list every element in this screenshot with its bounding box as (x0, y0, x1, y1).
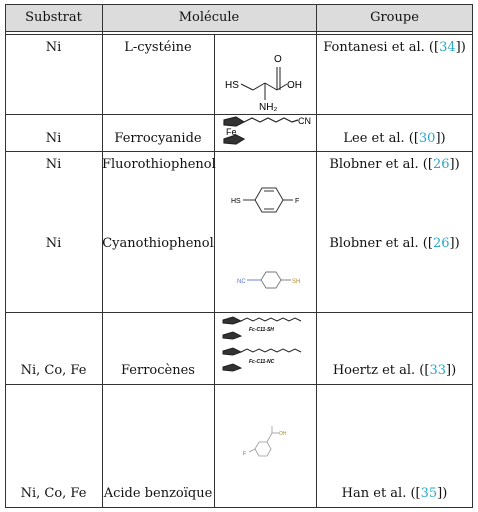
fluorothiophenol-structure (223, 180, 311, 220)
atom-label: HS (231, 198, 241, 205)
citation-link[interactable]: 34 (439, 40, 456, 55)
groupe-close: ) (451, 363, 457, 378)
ferrocenes-structure (217, 315, 315, 381)
atom-label: NH₂ (259, 102, 278, 112)
groupe-authors: Han et al. ( (341, 486, 416, 501)
cell-groupe: Blobner et al. ([26]) (329, 157, 460, 172)
cell-groupe: Lee et al. ([30]) (343, 131, 446, 146)
groupe-close: ) (440, 131, 446, 146)
cell-molecule: Ferrocyanide (114, 131, 202, 146)
cell-groupe: Blobner et al. ([26]) (329, 236, 460, 251)
cell-substrat: Ni, Co, Fe (20, 363, 87, 378)
groupe-close: ) (442, 486, 448, 501)
header-substrat: Substrat (25, 10, 82, 25)
groupe-authors: Fontanesi et al. ( (323, 40, 435, 55)
atom-label: HS (225, 80, 239, 91)
atom-label: F (295, 198, 300, 205)
cell-molecule: Cyanothiophenol (102, 236, 214, 251)
header-rule-double (5, 34, 473, 35)
molecule-label: Fc-C11-NC (249, 359, 275, 365)
column-divider (472, 4, 473, 508)
citation-link[interactable]: 26 (432, 157, 450, 172)
molecule-label: Fc-C11-SH (249, 327, 274, 333)
atom-label: O (274, 54, 282, 65)
cell-molecule: Ferrocènes (121, 363, 195, 378)
cysteine-structure (219, 40, 313, 112)
atom-label: F (243, 451, 247, 457)
row-divider (5, 384, 473, 385)
cell-groupe: Fontanesi et al. ([34]) (323, 40, 466, 55)
table-border-top (5, 4, 473, 5)
cell-substrat: Ni (45, 157, 62, 172)
molecule-table (5, 4, 473, 508)
groupe-authors: Blobner et al. ( (329, 157, 428, 172)
cell-groupe: Hoertz et al. ([33]) (332, 363, 457, 378)
atom-label: SH (292, 279, 301, 285)
column-divider (214, 34, 215, 508)
atom-label: Fe (226, 127, 237, 137)
groupe-close: ) (460, 40, 466, 55)
header-rule (5, 31, 473, 32)
groupe-authors: Lee et al. ( (343, 131, 414, 146)
cell-groupe: Han et al. ([35]) (341, 486, 448, 501)
cell-substrat: Ni (45, 131, 62, 146)
groupe-authors: Hoertz et al. ( (332, 363, 425, 378)
citation-link[interactable]: 35 (420, 486, 438, 501)
row-divider (5, 151, 473, 152)
atom-label: NC (237, 279, 246, 285)
cell-molecule: Fluorothiophenol (102, 157, 216, 172)
ferrocyanide-structure (218, 115, 314, 149)
cell-substrat: Ni (45, 236, 62, 251)
column-divider (102, 4, 103, 508)
citation-link[interactable]: 33 (429, 363, 447, 378)
column-divider (5, 4, 6, 508)
row-divider (5, 312, 473, 313)
cell-substrat: Ni (45, 40, 62, 55)
cell-substrat: Ni, Co, Fe (20, 486, 87, 501)
groupe-authors: Blobner et al. ( (329, 236, 428, 251)
citation-link[interactable]: 26 (432, 236, 450, 251)
column-divider (316, 4, 317, 508)
cell-molecule: Acide benzoïque (103, 486, 213, 501)
cell-molecule: L-cystéine (124, 40, 192, 55)
benzoic-acid-structure (241, 419, 297, 467)
header-groupe: Groupe (370, 10, 419, 25)
citation-link[interactable]: 30 (418, 131, 436, 146)
atom-label: OH (279, 431, 287, 437)
atom-label: CN (298, 116, 311, 126)
groupe-close: ) (454, 236, 460, 251)
groupe-close: ) (454, 157, 460, 172)
atom-label: OH (287, 80, 302, 91)
header-molecule: Molécule (178, 10, 240, 25)
table-border-bottom (5, 507, 473, 508)
cyanothiophenol-structure (225, 266, 311, 296)
